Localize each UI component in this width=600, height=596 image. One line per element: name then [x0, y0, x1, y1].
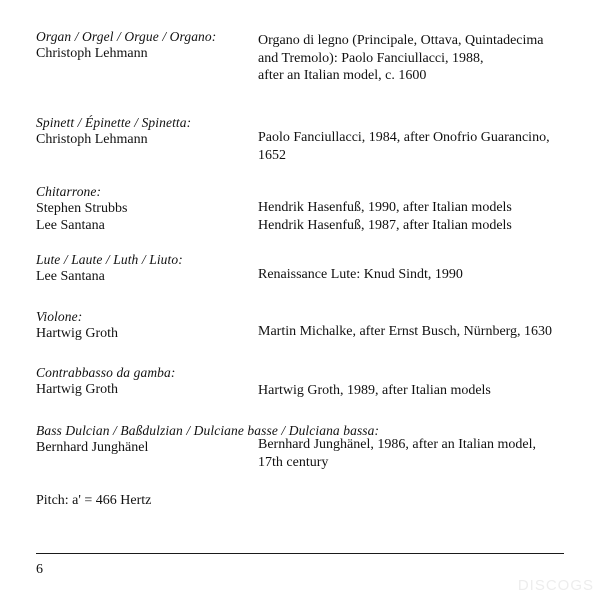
entry-right-column — [258, 308, 570, 341]
maker-line: Bernhard Junghänel, 1986, after an Italian model, — [258, 437, 536, 452]
entry-right-column — [258, 251, 570, 284]
maker-line: 17th century — [258, 454, 329, 470]
performer-name: Lee Santana — [36, 269, 105, 284]
performer-name: Hartwig Groth — [36, 382, 119, 397]
entry-right-column — [258, 114, 570, 164]
list-item — [36, 422, 570, 478]
entry-left-column — [36, 422, 380, 456]
instrument-name: Bass Dulcian / Baßdulzian / Dulciane basse / Dulciana bassa: — [36, 423, 380, 438]
instrument-name: Lute / Laute / Luth / Liuto: — [36, 252, 183, 267]
entry-left-column — [36, 28, 256, 62]
watermark-text: DISCOGS — [517, 577, 594, 594]
list-item — [36, 114, 570, 169]
pitch-note: Pitch: a' = 466 Hertz — [36, 493, 152, 508]
list-item — [36, 364, 570, 408]
list-item — [36, 251, 570, 294]
list-item — [36, 308, 570, 350]
instrument-name: Chitarrone: — [36, 184, 102, 199]
maker-line: Renaissance Lute: Knud Sindt, 1990 — [258, 267, 463, 282]
maker-line: Hendrik Hasenfuß, 1990, after Italian models — [258, 200, 512, 215]
instrument-name: Violone: — [36, 309, 83, 324]
performer-name: Lee Santana — [36, 218, 105, 233]
performer-name: Bernhard Junghänel — [36, 440, 149, 455]
maker-line: Organo di legno (Principale, Ottava, Quintadecima — [258, 33, 544, 48]
footer-divider — [36, 553, 564, 554]
maker-line: Martin Michalke, after Ernst Busch, Nürnberg, 1630 — [258, 324, 553, 339]
performer-name: Hartwig Groth — [36, 326, 119, 341]
entry-left-column — [36, 251, 256, 285]
instrument-list — [36, 28, 570, 478]
entry-left-column — [36, 308, 256, 342]
performer-name: Stephen Strubbs — [36, 201, 128, 216]
maker-line: Hartwig Groth, 1989, after Italian models — [258, 383, 491, 398]
maker-line: 1652 — [258, 147, 286, 163]
maker-line: and Tremolo): Paolo Fanciullacci, 1988, — [258, 50, 484, 66]
entry-left-column — [36, 114, 256, 148]
page-number: 6 — [36, 562, 43, 577]
maker-line: Hendrik Hasenfuß, 1987, after Italian models — [258, 217, 512, 233]
entry-right-column — [258, 28, 570, 85]
performer-name: Christoph Lehmann — [36, 132, 148, 147]
entry-left-column — [36, 364, 256, 398]
instrument-name: Contrabbasso da gamba: — [36, 365, 176, 380]
entry-right-column — [258, 183, 570, 234]
list-item — [36, 183, 570, 237]
instrument-name: Spinett / Épinette / Spinetta: — [36, 115, 192, 130]
performer-name: Christoph Lehmann — [36, 46, 148, 61]
maker-line: after an Italian model, c. 1600 — [258, 68, 427, 83]
entry-left-column — [36, 183, 256, 234]
entry-right-column — [258, 364, 570, 400]
maker-line: Paolo Fanciullacci, 1984, after Onofrio Guarancino, — [258, 130, 550, 145]
list-item — [36, 28, 570, 100]
instrument-name: Organ / Orgel / Orgue / Organo: — [36, 29, 217, 44]
